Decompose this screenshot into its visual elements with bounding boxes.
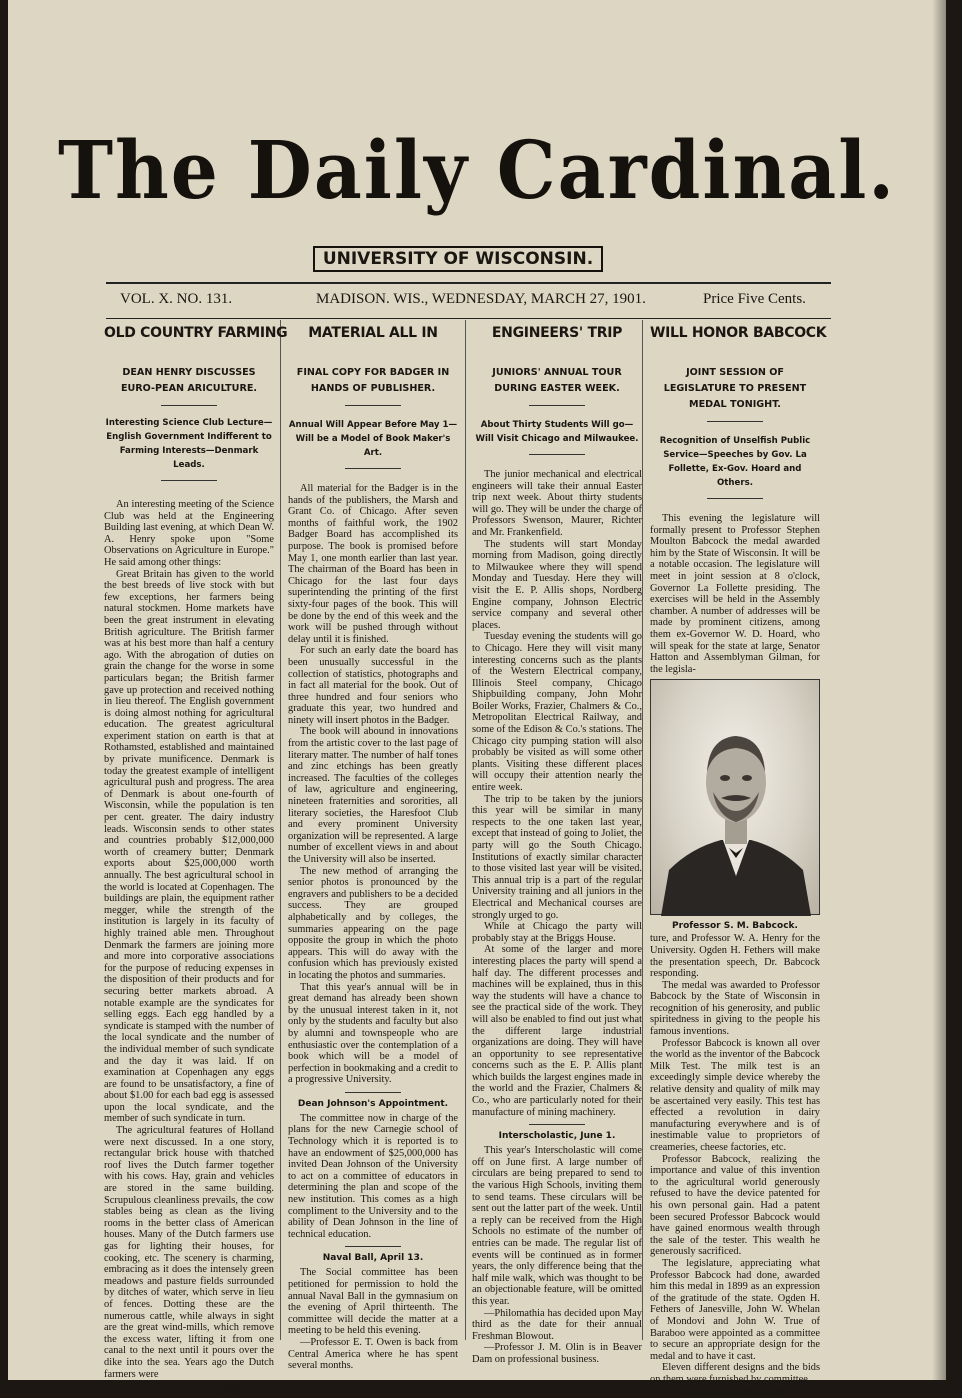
deck: JOINT SESSION OF LEGISLATURE TO PRESENT MEDAL TONIGHT. [663, 367, 807, 410]
sub-deck: Annual Will Appear Before May 1—Will be a Model of Book Maker's Art. [288, 420, 458, 458]
article-body [288, 483, 458, 1086]
article-body [650, 933, 820, 1385]
paragraph: The new method of arranging the senior photos is pronounced by the engravers and publishers to be a decided success. They are grouped alphabetically and by colleges, the summaries appearing on the page opposite the group in which the photo appears. This will do away with the confusion which has previously existed in locating the photos and summaries. [288, 865, 458, 981]
divider [345, 468, 401, 469]
price: Price Five Cents. [703, 291, 806, 307]
paragraph: The legislature, appreciating what Professor Babcock had done, awarded him this medal in 1899 as an expression of the gratitude of the state. Ogden H. Fethers of Janesville, John W. Whelan of Mondovi and John W. True of Baraboo were appointed as a committee to secure an appropriate design for the medal and to have it cast. [650, 1257, 820, 1362]
deck: JUNIORS' ANNUAL TOUR DURING EASTER WEEK. [492, 367, 622, 394]
article-material-all-in [288, 322, 458, 1372]
portrait-illustration [651, 680, 821, 916]
headline: MATERIAL ALL IN [308, 325, 438, 341]
article-body [472, 469, 642, 1118]
divider [161, 405, 217, 406]
paragraph: The junior mechanical and electrical engineers will take their annual Easter trip next week. About thirty students will go. They will be under the charge of Professors Swenson, Maurer, Richter and Mr. Frankenfield. [472, 469, 642, 538]
paragraph: For such an early date the board has been unusually successful in the collection of statistics, photographs and in fact all material for the book. Out of three hundred and four seniors who graduate this year, two hundred and ninety will insert photos in the Badger. [288, 645, 458, 726]
paragraph: An interesting meeting of the Science Club was held at the Engineering Building last evening, at which Dean W. A. Henry spoke upon "Some Observations on Agriculture in Europe." He said among other things: [104, 499, 274, 568]
paragraph: The Social committee has been petitioned for permission to hold the annual Naval Ball in the gymnasium on the evening of April thirteenth. The committee will decide the matter at a meeting to be held this evening. [288, 1267, 458, 1337]
paragraph: The committee now in charge of the plans for the new Carnegie school of Technology which it is reported is to have an endowment of $25,000,000 has invited Dean Johnson of the University to act on a committee of educators in determining the plan and scope of the new institution. This comes as a high compliment to the University and to the ability of Dean Johnson in the line of technical education. [288, 1112, 458, 1240]
paragraph: The book will abound in innovations from the artistic cover to the last page of literary matter. The number of half tones and zinc etchings has been greatly increased. The faculties of the colleges of law, agriculture and engineering, nineteen fraternities and sororities, all literary societies, the Haresfoot Club and every prominent University organization will be represented. A large number of excellent views in and about the University will also be inserted. [288, 726, 458, 865]
place-date: MADISON. WIS., WEDNESDAY, MARCH 27, 1901. [316, 291, 646, 307]
headline: OLD COUNTRY FARMING [104, 325, 288, 341]
paragraph: The medal was awarded to Professor Babcock by the State of Wisconsin in recognition of his generosity, and public spiritedness in giving to the people his famous inventions. [650, 979, 820, 1038]
paragraph: —Professor E. T. Owen is back from Central America where he has spent several months. [288, 1336, 458, 1372]
column-divider [465, 320, 466, 1340]
divider [345, 1246, 401, 1247]
sub-heading: Naval Ball, April 13. [322, 1253, 424, 1264]
article-old-country-farming [104, 322, 288, 1394]
divider [161, 480, 217, 481]
paragraph: At some of the larger and more interesting places the party will spend a half day. The different processes and machines will be explained, thus in this way the students will have a chance to see the practical side of the work. They will also be enabled to find out just what the different large industrial organizations are doing. They will have an opportunity to see representative concerns such as the E. P. Allis plant which builds the largest engines made in the world and the Frazier, Chalmers & Co., who are particularly noted for their manufacture of mining machinery. [472, 944, 642, 1118]
continued-note: Continued on fourth page. [134, 1382, 244, 1394]
divider [529, 1124, 585, 1125]
sub-deck: Recognition of Unselfish Public Service—Speeches by Gov. La Follette, Ex-Gov. Hoard and Others. [659, 436, 811, 488]
paragraph: While at Chicago the party will probably stay at the Briggs House. [472, 921, 642, 944]
paragraph: The students will start Monday morning from Madison, going directly to Milwaukee where they will spend Monday and Tuesday. Here they will visit the E. P. Allis shops, Nordberg Engine company, Johnson Electric service company and several other places. [472, 538, 642, 631]
article-will-honor-babcock [650, 322, 827, 1398]
dateline-rule-bottom [106, 318, 831, 319]
article-body [472, 1145, 642, 1365]
masthead-subtitle: UNIVERSITY OF WISCONSIN. [313, 246, 603, 272]
sub-deck: Interesting Science Club Lecture—English Government Indifferent to Farming Interests—Denmark Leads. [105, 418, 273, 470]
headline: WILL HONOR BABCOCK [650, 325, 827, 341]
dateline-rule-top [106, 282, 831, 284]
continued-note: Continued on third page. [683, 1387, 787, 1398]
paragraph: Professor Babcock is known all over the world as the inventor of the Babcock Milk Test. The milk test is an exceedingly simple device whereby the relative density and quality of milk may be ascertained very easily. This test has effected a revolution in dairy manufacturing everywhere and is of inestimable value to proprietors of creameries, cheese factories, etc. [650, 1037, 820, 1153]
paragraph: This year's Interscholastic will come off on June first. A large number of circulars are being prepared to send to the various High Schools, inviting them to send teams. These circulars will be sent out the latter part of the week. Until a reply can be received from the High Schools no estimate of the number of entries can be made. The regular list of events will be continued as in former years, the only difference being that the half mile walk, which was thought to be an objectionable feature, will be omitted this year. [472, 1145, 642, 1307]
divider [345, 1092, 401, 1093]
article-engineers-trip [472, 322, 642, 1366]
column-divider [642, 320, 643, 1340]
paragraph: Professor Babcock, realizing the importance and value of this invention to the agricultural world generously refused to have the device patented for his own personal gain. Had a patent been secured Professor Babcock would have gained enormous wealth through the sale of the tester. This wealth he generously sacrificed. [650, 1153, 820, 1258]
paragraph: All material for the Badger is in the hands of the publishers, the Marsh and Grant Co. of Chicago. After seven months of faithful work, the 1902 Badger Board has accomplished its purpose. The book is promised before May 1, one month earlier than last year. The chairman of the Board has been in Chicago for the last four days superintending the printing of the first sixty-four pages of the book. This will be done by the end of this week and the work will be pushed through without delay until it is finished. [288, 483, 458, 645]
sub-deck: About Thirty Students Will go—Will Visit Chicago and Milwaukee. [475, 420, 639, 444]
divider [707, 421, 763, 422]
paragraph: Eleven different designs and the bids on them were furnished by committee. [650, 1362, 820, 1385]
paragraph: —Philomathia has decided upon May third as the date for their annual Freshman Blowout. [472, 1307, 642, 1342]
masthead-title: The Daily Cardinal. [57, 124, 897, 218]
article-body [288, 1267, 458, 1371]
deck: FINAL COPY FOR BADGER IN HANDS OF PUBLISHER. [296, 367, 450, 394]
paragraph: This evening the legislature will formally present to Professor Stephen Moulton Babcock the medal awarded him by the State of Wisconsin. It will be a notable occasion. The legislature will meet in joint session at 8 o'clock, Governor La Follette presiding. The exercises will be held in the Assembly chamber. A number of addresses will be made by prominent citizens, among them ex-Governor W. D. Hoard, who will speak for the state at large, Senator Hatton and Assemblyman Gilman, for the legisla- [650, 513, 820, 675]
divider [707, 498, 763, 499]
divider [529, 405, 585, 406]
paragraph: Tuesday evening the students will go to Chicago. Here they will visit many interesting concerns such as the plants of the Western Electrical company, Illinois Steel company, Chicago Shipbuilding company, John Mohr Boiler Works, Frazier, Chalmers & Co., Metropolitan Electrical Railway, and some of the Edison & Co.'s stations. The Chicago city pumping station will also probably be visited as will some other plants. Visiting these different places will occupy their attention nearly the entire week. [472, 631, 642, 794]
paragraph: —Professor J. M. Olin is in Beaver Dam on professional business. [472, 1342, 642, 1365]
paragraph: The agricultural features of Holland were next discussed. In a one story, rectangular brick house with thatched roof lives the Dutch farmer together with his cows. Hay, grain and vehicles are stored in the same building. Scrupulous cleanliness prevails, the cow stables being as clean as the living rooms in the better class of American houses. Many of the Dutch farmers use gas for lighting their houses, for cooking, etc. The scenery is charming, embracing as it does the intensely green meadows and pasture fields surrounded by ditches of water, which serve in lieu of fences. Dotting these are the numerous cattle, while always in sight are the great wind-mills, which remove the excess water, lifting it from one canal to the next until it pours over the dike into the sea. Years ago the Dutch farmers were [104, 1125, 274, 1380]
headline: ENGINEERS' TRIP [491, 325, 623, 341]
sub-heading: Dean Johnson's Appointment. [297, 1098, 449, 1109]
divider [529, 454, 585, 455]
article-body [650, 513, 820, 675]
deck: DEAN HENRY DISCUSSES EURO-PEAN ARICULTURE. [120, 367, 258, 394]
divider [345, 405, 401, 406]
paragraph: ture, and Professor W. A. Henry for the University. Ogden H. Fethers will make the presentation speech, Dr. Babcock responding. [650, 933, 820, 980]
portrait-photo [650, 679, 820, 915]
volume-number: VOL. X. NO. 131. [120, 291, 233, 307]
paragraph: That this year's annual will be in great demand has already been shown by the unusual interest taken in it, not only by the students and faculty but also by alumni and townspeople who are enthusiastic over the contemplation of a book which will be a model of perfection in bookmaking and a credit to a progressive University. [288, 981, 458, 1086]
article-body [288, 1113, 458, 1241]
photo-caption: Professor S. M. Babcock. [672, 921, 798, 932]
column-divider [280, 320, 281, 1340]
sub-heading: Interscholastic, June 1. [498, 1131, 616, 1142]
paragraph: Great Britain has given to the world the best breeds of live stock with but few exceptions, her farmers being natural stockmen. Home markets have been the great instrument in elevating British agriculture. The British farmer was at his best more than half a century ago. With the abrogation of duties on grain the change for the worse in some particulars began; the British farmer gave up protection and received nothing in lieu thereof. The English government is doing almost nothing for agricultural education. The greatest agricultural experiment station on earth is that at Rothamsted, established and maintained by private munificence. Denmark is today the greatest example of intelligent agricultural push and progress. The area of Denmark is about one-fourth of Wisconsin, while the population is ten per cent. greater. The dairy industry leads. Wisconsin sends to other states and countries probably $12,000,000 worth of creamery butter; Denmark exports about $25,000,000 worth annually. The best agricultural school in the world is located at Copenhagen. The buildings are plain, the equipment rather megger, while the strength of the institution is largely in its faculty of highly trained able men. Throughout Denmark the farmers are joining more and more into corporative associations for the purpose of reducing expenses in the disposition of their products and for securing better markets abroad. A notable example are the syndicates for selling eggs. Each egg handled by a syndicate is stamped with the number of the local syndicate and the number of the individual member of such syndicate and the day it was laid. If on examination at Copenhagen any eggs are found to be unsatisfactory, a fine of about $1.00 for each bad egg is assessed upon the local syndicate, and the member of such syndicate in turn. [104, 568, 274, 1125]
paragraph: The trip to be taken by the juniors this year will be similar in many respects to the one taken last year, except that instead of going to Joliet, the party will go the South Chicago. Institutions of exactly similar character to those visited last year will be visited. This annual trip is a part of the regular University training and all juniors in the Electrical and Mechanical courses are strongly urged to go. [472, 793, 642, 921]
newspaper-page [8, 0, 946, 1398]
article-body [104, 499, 274, 1380]
